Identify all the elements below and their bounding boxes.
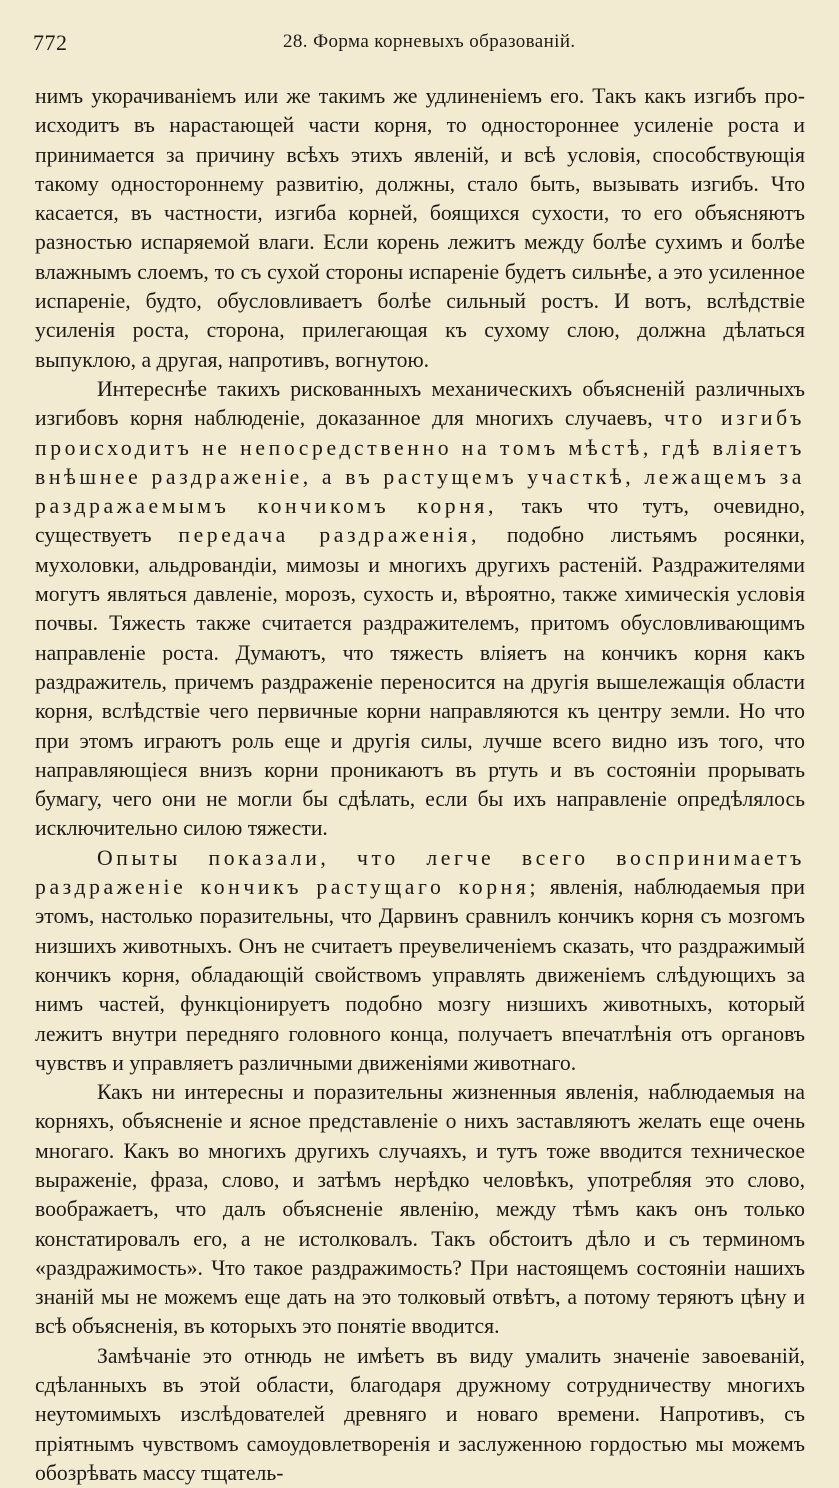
paragraph-text: явленія, наблюдаемыя при этомъ, настолько поразительны, что Дарвинъ сравнилъ кончикъ корня съ мозгомъ низшихъ животныхъ. Онъ не считаетъ преувеличеніемъ сказать, что раздражимый кончикъ корня, обладающій свойствомъ управлять движеніемъ слѣдующихъ за нимъ частей, функціонируетъ подобно мозгу низшихъ животныхъ, который лежитъ внутри передняго головного конца, получаетъ впечатлѣнія отъ органовъ чувствъ и управляетъ различными движеніями животнаго. bbox=[35, 875, 805, 1075]
paragraph-text: нимъ укорачиваніемъ или же такимъ же удлиненіемъ его. Такъ какъ изгибъ про-исходитъ въ нарастающей части корня, то одностороннее усиленіе роста и принимается за причину всѣхъ этихъ явленій, и всѣ условія, способствующія такому одностороннему развитію, должны, стало быть, вызывать изгибъ. Что касается, въ частности, изгиба корней, боящихся сухости, то его объясняютъ разностью испаряемой влаги. Если корень лежитъ между болѣе сухимъ и болѣе влажнымъ слоемъ, то съ сухой стороны испареніе будетъ сильнѣе, а это усиленное испареніе, будто, обусловливаетъ болѣе сильный ростъ. И вотъ, вслѣдствіе усиленія роста, сторона, прилегающая къ сухому слою, должна дѣлаться выпуклою, а другая, напротивъ, вогнутою. bbox=[35, 84, 805, 372]
paragraph-text: Какъ ни интересны и поразительны жизненныя явленія, наблюдаемыя на корняхъ, объясненіе и ясное представленіе о нихъ заставляютъ желать еще очень многаго. Какъ во многихъ другихъ случаяхъ, и тутъ тоже вводится техническое выраженіе, фраза, слово, и затѣмъ нерѣдко человѣкъ, употребляя это слово, воображаетъ, что далъ объясненіе явленію, между тѣмъ какъ онъ только констатировалъ его, а не истолковалъ. Такъ обстоитъ дѣло и съ терминомъ «раздражимость». Что такое раздражимость? При настоящемъ состояніи нашихъ знаній мы не можемъ еще дать на это толковый отвѣтъ, а потому теряютъ цѣну и всѣ объясненія, въ которыхъ это понятіе вводится. bbox=[35, 1080, 805, 1339]
paragraph bbox=[35, 1342, 805, 1488]
paragraph-text: такъ что тутъ, очевидно, существуетъ bbox=[35, 494, 806, 548]
emphasized-text: что изгибъ происходитъ не непосредственно на томъ мѣстѣ, гдѣ вліяетъ внѣшнее раздраженіе, а въ растущемъ участкѣ, лежащемъ за раздражаемымъ кончикомъ корня, bbox=[35, 406, 805, 519]
emphasized-text: Опыты показали, что легче всего воспринимаетъ раздраженіе кончикъ растущаго корня; bbox=[35, 845, 805, 900]
body-text bbox=[35, 82, 805, 1488]
emphasized-text: передача раздраженія, bbox=[178, 523, 481, 548]
paragraph-text: Интереснѣе такихъ рискованныхъ механическихъ объясненій различныхъ изгибовъ корня наблюденіе, доказанное для многихъ случаевъ, bbox=[35, 376, 805, 431]
paragraph-text: подобно листьямъ росянки, мухоловки, альдровандіи, мимозы и многихъ другихъ растеній. Раздражителями могутъ являться давленіе, морозъ, сухость и, вѣроятно, также химическія условія почвы. Тяжесть также считается раздражителемъ, притомъ обусловливающимъ направленіе роста. Думаютъ, что тяжесть вліяетъ на кончикъ корня какъ раздражитель, причемъ раздраженіе переносится на другія вышележащія области корня, вслѣдствіе чего первичные корни направляются къ центру земли. Но что при этомъ играютъ роль еще и другія силы, лучше всего видно изъ того, что направляющіеся внизъ корни проникаютъ въ ртуть и въ состояніи прорывать бумагу, чего они не могли бы сдѣлать, если бы ихъ направленіе опредѣлялось исключительно силою тяжести. bbox=[35, 523, 806, 841]
running-head: 28. Форма корневыхъ образованій. bbox=[283, 31, 576, 52]
paragraph bbox=[35, 844, 805, 1078]
paragraph bbox=[35, 1078, 805, 1342]
paragraph bbox=[35, 82, 805, 375]
page-header bbox=[33, 30, 803, 60]
page-number: 772 bbox=[33, 30, 68, 55]
paragraph bbox=[35, 375, 805, 844]
paragraph-text: Замѣчаніе это отнюдь не имѣетъ въ виду умалить значеніе завоеваній, сдѣланныхъ въ этой области, благодаря дружному сотрудничеству многихъ неутомимыхъ изслѣдователей древняго и новаго времени. Напротивъ, съ пріятнымъ чувствомъ самоудовлетворенія и заслуженною гордостью мы можемъ обозрѣвать массу тщатель- bbox=[35, 1343, 805, 1485]
